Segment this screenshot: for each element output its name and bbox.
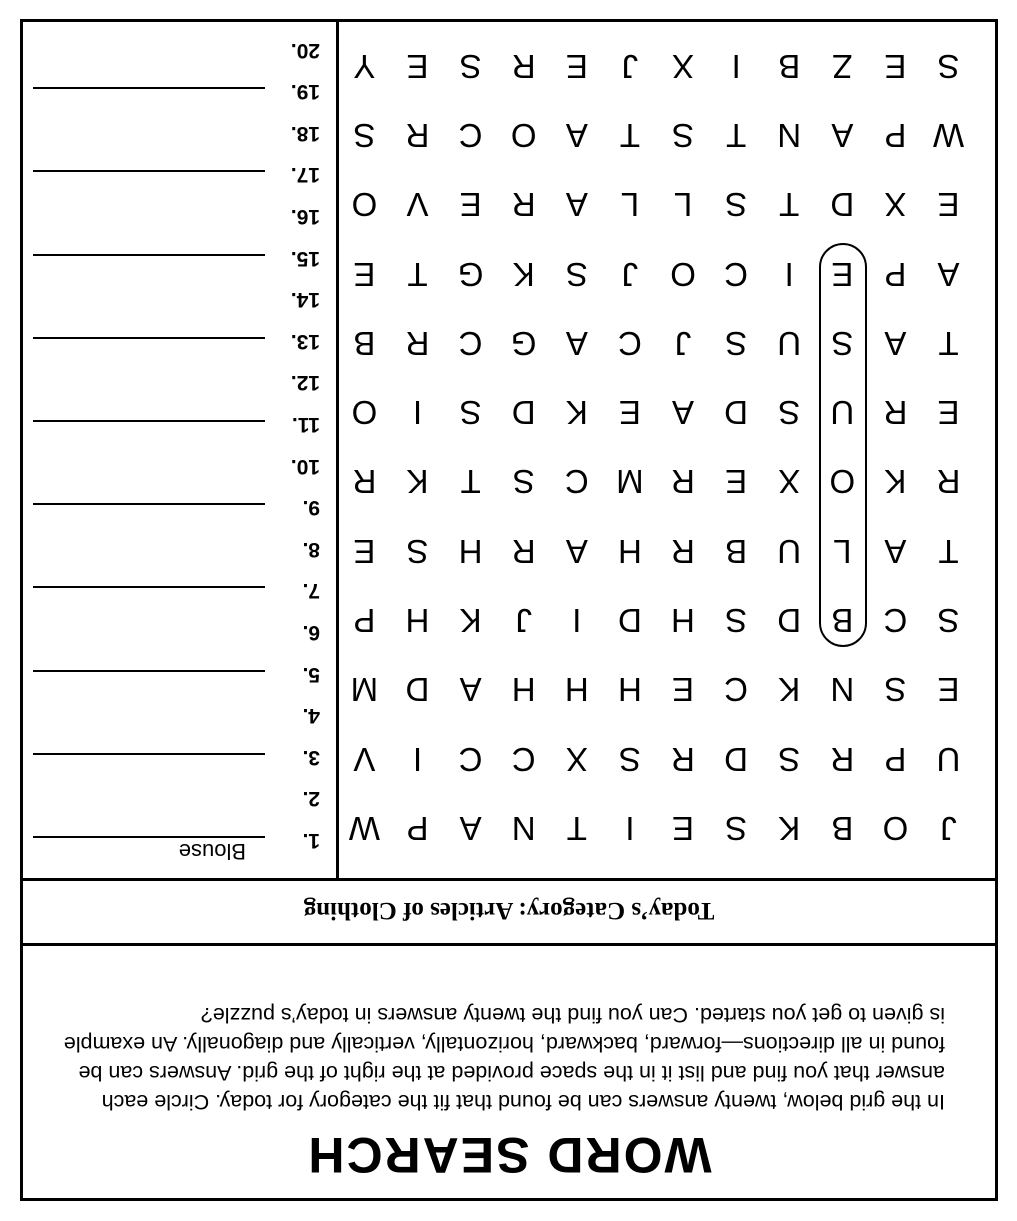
grid-cell[interactable]: I (731, 47, 741, 85)
answer-row (23, 537, 336, 577)
grid-cell[interactable]: A (672, 394, 695, 432)
grid-cell[interactable]: D (777, 602, 802, 640)
grid-cell[interactable]: M (616, 463, 644, 501)
grid-cell[interactable]: J (621, 255, 639, 293)
grid-cell[interactable]: E (353, 255, 376, 293)
grid-cell[interactable]: E (618, 394, 641, 432)
answer-number: 3. (302, 745, 320, 769)
answer-text: Blouse (178, 839, 246, 864)
grid-cell[interactable]: T (726, 117, 747, 154)
answer-row (23, 495, 336, 535)
letter-grid[interactable] (339, 22, 995, 878)
grid-cell[interactable]: S (937, 47, 960, 85)
grid-cell[interactable]: A (565, 186, 588, 224)
grid-cell[interactable]: L (673, 186, 693, 224)
grid-cell[interactable]: S (884, 671, 907, 709)
answer-number: 9. (302, 496, 320, 520)
grid-cell[interactable]: N (830, 671, 855, 709)
grid-cell[interactable]: C (458, 117, 483, 154)
grid-cell[interactable]: H (458, 532, 483, 570)
grid-cell[interactable]: A (459, 671, 482, 709)
grid-cell[interactable]: D (405, 671, 430, 709)
grid-cell[interactable]: U (777, 532, 802, 570)
grid-cell[interactable]: P (884, 740, 907, 778)
grid-cell[interactable]: K (778, 671, 801, 709)
grid-cell[interactable]: T (407, 255, 428, 293)
grid-cell[interactable]: S (725, 810, 748, 847)
grid-cell[interactable]: V (353, 740, 376, 778)
answer-row (23, 620, 336, 660)
grid-cell[interactable]: S (778, 394, 801, 432)
grid-cell[interactable]: R (405, 324, 430, 362)
answer-number: 4. (302, 704, 320, 728)
grid-cell[interactable]: R (352, 463, 377, 501)
answer-number: 11. (291, 413, 320, 436)
grid-cell[interactable]: H (671, 602, 695, 640)
grid-cell[interactable]: E (937, 671, 960, 709)
grid-cell[interactable]: O (670, 255, 696, 293)
grid-cell[interactable]: T (779, 186, 800, 224)
answer-line[interactable] (33, 254, 265, 256)
grid-cell[interactable]: H (564, 671, 589, 709)
grid-cell[interactable]: C (458, 740, 483, 778)
grid-cell[interactable]: P (406, 810, 429, 847)
answer-line[interactable] (33, 87, 265, 89)
answer-number: 2. (302, 787, 320, 811)
answer-number: 8. (302, 537, 320, 561)
puzzle-title: WORD SEARCH (306, 1127, 712, 1183)
grid-cell[interactable]: S (512, 463, 535, 501)
grid-cell[interactable]: T (938, 324, 959, 362)
grid-cell[interactable]: R (511, 532, 536, 570)
grid-cell[interactable]: E (937, 394, 960, 432)
answer-number: 18. (290, 121, 320, 145)
answer-row (23, 246, 336, 286)
grid-cell[interactable]: S (353, 117, 376, 154)
answer-row (23, 162, 336, 202)
grid-cell[interactable]: H (617, 532, 642, 570)
grid-cell[interactable]: S (459, 47, 482, 85)
grid-cell[interactable]: J (515, 602, 532, 640)
grid-cell[interactable]: A (831, 117, 854, 154)
grid-cell[interactable]: K (406, 463, 429, 501)
answer-number: 15. (290, 246, 320, 270)
grid-cell[interactable]: L (833, 532, 852, 570)
grid-cell[interactable]: W (348, 810, 380, 847)
grid-cell[interactable]: G (457, 255, 484, 293)
grid-cell[interactable]: T (619, 117, 640, 154)
answer-line[interactable] (33, 670, 265, 672)
grid-cell[interactable]: O (351, 394, 378, 432)
grid-cell[interactable]: E (565, 47, 588, 85)
grid-cell[interactable]: T (460, 463, 481, 501)
grid-cell[interactable]: Z (832, 47, 853, 85)
answer-row (23, 662, 336, 702)
grid-cell[interactable]: U (830, 394, 855, 432)
answer-list (23, 22, 336, 878)
grid-cell[interactable]: D (617, 602, 642, 640)
grid-cell[interactable]: Y (353, 47, 376, 85)
puzzle-instructions: In the grid below, twenty answers can be found that fit the category for today. Circle each answer that you find and list it in the space provided at the right of the grid. Answers can be found in all directions—forward, backward, horizontally, vertically and diagonally. An example is given to get you started. Can you find the twenty answers in today’s puzzle? (63, 1003, 945, 1114)
puzzle-frame (20, 19, 998, 1201)
grid-cell[interactable]: P (884, 255, 907, 293)
grid-cell[interactable]: E (937, 186, 960, 224)
grid-cell[interactable]: K (512, 255, 535, 293)
answer-number: 10. (290, 454, 320, 478)
grid-cell[interactable]: R (883, 394, 908, 432)
answer-line[interactable] (33, 586, 265, 588)
grid-cell[interactable]: R (671, 463, 695, 501)
grid-cell[interactable]: C (564, 463, 589, 501)
grid-cell[interactable]: E (884, 47, 907, 85)
grid-cell[interactable]: E (831, 255, 854, 293)
grid-cell[interactable]: A (459, 810, 482, 847)
answer-number: 12. (290, 371, 320, 395)
grid-cell[interactable]: X (884, 186, 907, 224)
grid-cell[interactable]: E (406, 47, 429, 85)
answer-row (23, 287, 336, 327)
grid-cell[interactable]: E (672, 671, 695, 709)
grid-cell[interactable]: E (459, 186, 482, 224)
grid-cell[interactable]: S (937, 602, 960, 640)
grid-cell[interactable]: H (405, 602, 430, 640)
grid-cell[interactable]: D (830, 186, 855, 224)
answer-row (23, 329, 336, 369)
grid-cell[interactable]: O (882, 810, 909, 847)
grid-cell[interactable]: E (725, 463, 748, 501)
grid-cell[interactable]: R (671, 740, 695, 778)
answer-number: 6. (302, 621, 320, 644)
grid-cell[interactable]: S (725, 186, 748, 224)
grid-cell[interactable]: B (831, 602, 854, 640)
grid-cell[interactable]: T (566, 810, 587, 847)
grid-cell[interactable]: I (412, 740, 423, 778)
grid-cell[interactable]: O (829, 463, 856, 501)
grid-cell[interactable]: L (620, 186, 640, 224)
example-answer-circle (819, 243, 867, 647)
grid-cell[interactable]: O (510, 117, 537, 154)
grid-cell[interactable]: J (621, 47, 639, 85)
grid-cell[interactable]: A (565, 532, 588, 570)
grid-cell[interactable]: S (672, 117, 695, 154)
grid-cell[interactable]: A (565, 117, 588, 154)
answer-row (23, 79, 336, 119)
grid-cell[interactable]: A (884, 324, 907, 362)
answer-number: 16. (290, 205, 320, 228)
grid-cell[interactable]: B (831, 810, 854, 847)
grid-cell[interactable]: O (351, 186, 378, 224)
grid-cell[interactable]: R (671, 532, 695, 570)
grid-cell[interactable]: D (511, 394, 536, 432)
answer-line[interactable] (33, 170, 265, 172)
grid-cell[interactable]: P (884, 117, 907, 154)
answer-row (23, 121, 336, 161)
grid-cell[interactable]: X (565, 740, 588, 778)
grid-cell[interactable]: I (412, 394, 423, 432)
grid-cell[interactable]: K (459, 602, 482, 640)
grid-cell[interactable]: C (458, 324, 483, 362)
grid-cell[interactable]: A (565, 324, 588, 362)
grid-cell[interactable]: S (406, 532, 429, 570)
grid-cell[interactable]: E (672, 810, 695, 847)
grid-answers-divider (336, 22, 339, 878)
grid-cell[interactable]: I (784, 255, 794, 293)
answer-number: 13. (290, 329, 320, 353)
answer-number: 1. (302, 829, 320, 852)
grid-cell[interactable]: S (831, 324, 854, 362)
answer-number: 14. (290, 288, 320, 312)
grid-cell[interactable]: I (625, 810, 635, 847)
grid-cell[interactable]: C (724, 255, 749, 293)
answer-line[interactable] (33, 337, 265, 339)
grid-cell[interactable]: W (932, 117, 965, 154)
category-label: Today’s Category: Articles of Clothing (303, 897, 715, 924)
divider (23, 943, 995, 946)
grid-cell[interactable]: V (406, 186, 429, 224)
answer-number: 5. (302, 662, 320, 686)
grid-cell[interactable]: H (511, 671, 536, 709)
grid-cell[interactable]: N (511, 810, 536, 847)
grid-cell[interactable]: R (830, 740, 855, 778)
grid-cell[interactable]: S (725, 602, 748, 640)
grid-cell[interactable]: S (778, 740, 801, 778)
grid-cell[interactable]: U (936, 740, 961, 778)
grid-cell[interactable]: J (940, 810, 957, 847)
grid-cell[interactable]: R (936, 463, 961, 501)
answer-line[interactable] (33, 503, 265, 505)
answer-row (23, 454, 336, 494)
grid-cell[interactable]: S (565, 255, 588, 293)
grid-cell[interactable]: E (353, 532, 376, 570)
grid-cell[interactable]: U (777, 324, 802, 362)
grid-cell[interactable]: K (778, 810, 801, 847)
answer-row (23, 370, 336, 410)
grid-cell[interactable]: S (725, 324, 748, 362)
grid-cell[interactable]: K (884, 463, 907, 501)
grid-cell[interactable]: S (459, 394, 482, 432)
grid-cell[interactable]: A (884, 532, 907, 570)
grid-cell[interactable]: J (674, 324, 692, 362)
grid-cell[interactable]: C (883, 602, 908, 640)
grid-cell[interactable]: C (724, 671, 749, 709)
grid-cell[interactable]: B (725, 532, 748, 570)
grid-cell[interactable]: C (617, 324, 642, 362)
answer-row (23, 703, 336, 743)
answer-row (23, 38, 336, 78)
grid-cell[interactable]: T (938, 532, 959, 570)
grid-cell[interactable]: R (511, 47, 536, 85)
grid-cell[interactable]: R (405, 117, 430, 154)
grid-cell[interactable]: G (510, 324, 537, 362)
answer-row (23, 412, 336, 452)
grid-cell[interactable]: M (350, 671, 379, 709)
grid-cell[interactable]: X (778, 463, 801, 501)
grid-cell[interactable]: N (777, 117, 802, 154)
grid-cell[interactable]: K (565, 394, 588, 432)
answer-number: 20. (290, 38, 320, 62)
answer-row (23, 204, 336, 244)
answer-number: 19. (290, 80, 320, 104)
answer-number: 17. (290, 163, 320, 187)
answer-row (23, 786, 336, 826)
grid-cell[interactable]: P (353, 602, 376, 640)
answer-row (23, 828, 336, 868)
grid-cell[interactable]: S (618, 740, 641, 778)
answer-line[interactable] (33, 753, 265, 755)
answer-line[interactable] (33, 420, 265, 422)
grid-cell[interactable]: A (937, 255, 960, 293)
grid-cell[interactable]: X (672, 47, 695, 85)
answer-number: 7. (302, 579, 320, 603)
grid-cell[interactable]: R (511, 186, 536, 224)
grid-cell[interactable]: B (353, 324, 376, 362)
grid-cell[interactable]: D (724, 740, 749, 778)
answer-row (23, 578, 336, 618)
divider (23, 878, 995, 881)
grid-cell[interactable]: C (511, 740, 536, 778)
grid-cell[interactable]: D (724, 394, 749, 432)
answer-row (23, 745, 336, 785)
grid-cell[interactable]: B (778, 47, 801, 85)
grid-cell[interactable]: I (572, 602, 582, 640)
grid-cell[interactable]: H (617, 671, 642, 709)
